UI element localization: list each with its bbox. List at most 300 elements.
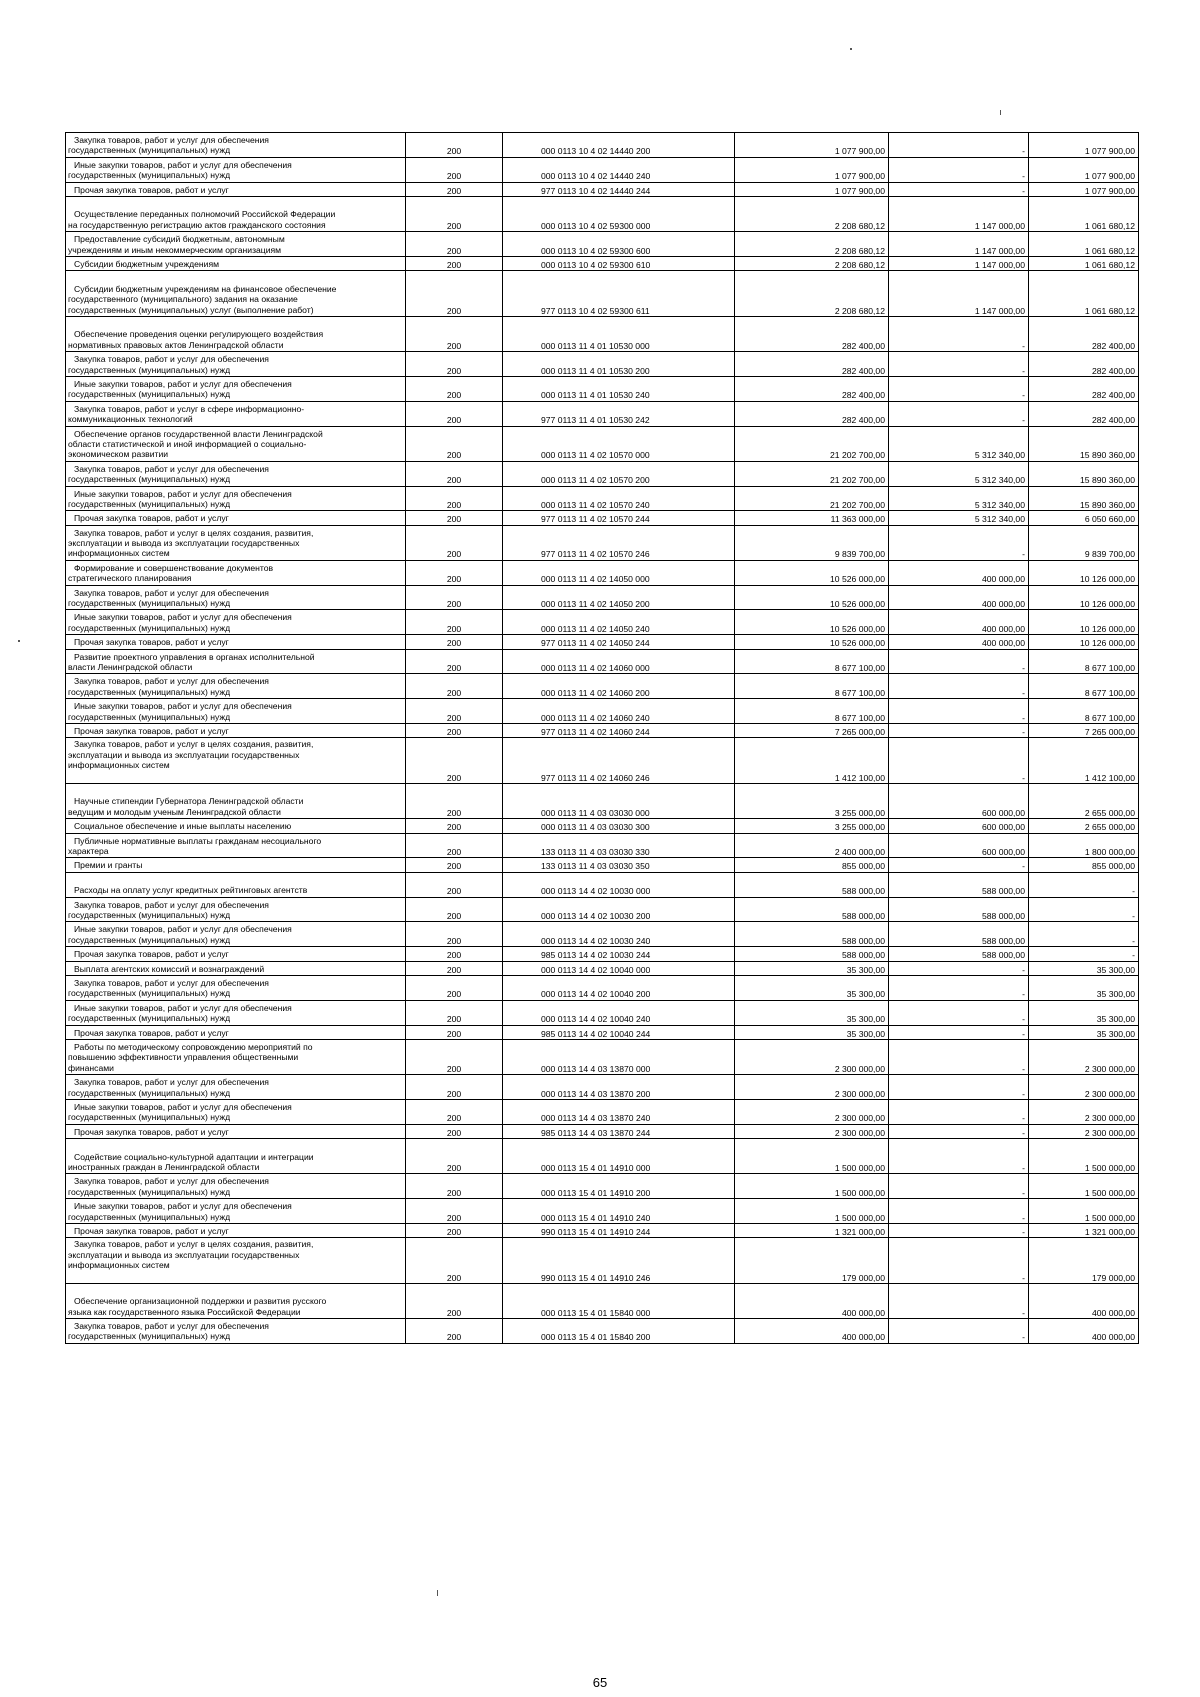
cell-name-line: государственных (муниципальных) нужд [68, 364, 231, 375]
cell-budget-code: 000 0113 15 4 01 14910 000 [503, 1139, 735, 1174]
cell-name-line: государственных (муниципальных) услуг (выполнение работ) [68, 304, 314, 315]
scan-speck [18, 640, 20, 642]
cell-approved-amount: 400 000,00 [735, 1283, 889, 1318]
cell-name-line: эксплуатации и вывода из эксплуатации государственных [68, 1249, 300, 1260]
cell-executed-amount: 600 000,00 [889, 819, 1029, 833]
cell-name [66, 1039, 406, 1074]
cell-kvr: 200 [406, 784, 503, 819]
cell-name-line: государственных (муниципальных) нужд [68, 934, 231, 945]
cell-unexecuted-amount: - [1029, 947, 1139, 961]
cell-unexecuted-amount: 2 300 000,00 [1029, 1075, 1139, 1100]
table-row [66, 635, 1139, 649]
cell-name [66, 961, 406, 975]
cell-name-line: Закупка товаров, работ и услуг для обеспечения [74, 1077, 269, 1088]
table-row [66, 401, 1139, 426]
cell-name [66, 585, 406, 610]
cell-unexecuted-amount: 35 300,00 [1029, 961, 1139, 975]
cell-name [66, 724, 406, 738]
table-row [66, 256, 1139, 270]
cell-kvr: 200 [406, 738, 503, 784]
cell-name-line: Закупка товаров, работ и услуг для обеспечения [74, 587, 269, 598]
cell-name-line: Научные стипендии Губернатора Ленинградской области [74, 796, 304, 807]
table-row [66, 461, 1139, 486]
cell-unexecuted-amount: - [1029, 922, 1139, 947]
cell-name-line: Иные закупки товаров, работ и услуг для обеспечения [74, 378, 292, 389]
cell-executed-amount: - [889, 1039, 1029, 1074]
cell-name-line: государственных (муниципальных) нужд [68, 389, 231, 400]
cell-approved-amount: 1 077 900,00 [735, 157, 889, 182]
cell-budget-code: 000 0113 11 4 03 03030 000 [503, 784, 735, 819]
cell-approved-amount: 588 000,00 [735, 897, 889, 922]
cell-name-line: Закупка товаров, работ и услуг в целях создания, развития, [74, 1239, 314, 1250]
cell-unexecuted-amount: 15 890 360,00 [1029, 486, 1139, 511]
cell-executed-amount: 588 000,00 [889, 922, 1029, 947]
cell-name-line: Иные закупки товаров, работ и услуг для обеспечения [74, 159, 292, 170]
cell-unexecuted-amount: 282 400,00 [1029, 316, 1139, 351]
cell-unexecuted-amount: 400 000,00 [1029, 1319, 1139, 1344]
cell-name [66, 157, 406, 182]
cell-name-line: государственных (муниципальных) нужд [68, 1112, 231, 1123]
cell-executed-amount: 1 147 000,00 [889, 271, 1029, 317]
cell-budget-code: 000 0113 11 4 02 14060 200 [503, 674, 735, 699]
cell-kvr: 200 [406, 947, 503, 961]
table-row [66, 724, 1139, 738]
cell-kvr: 200 [406, 585, 503, 610]
cell-approved-amount: 2 208 680,12 [735, 271, 889, 317]
table-row [66, 610, 1139, 635]
cell-name [66, 1025, 406, 1039]
cell-unexecuted-amount: 15 890 360,00 [1029, 461, 1139, 486]
cell-name [66, 1319, 406, 1344]
cell-name-line: нормативных правовых актов Ленинградской области [68, 339, 284, 350]
cell-unexecuted-amount: 1 061 680,12 [1029, 196, 1139, 231]
cell-approved-amount: 400 000,00 [735, 1319, 889, 1344]
table-row [66, 426, 1139, 461]
cell-approved-amount: 35 300,00 [735, 1025, 889, 1039]
cell-name-line: Прочая закупка товаров, работ и услуг [74, 1126, 229, 1137]
table-row [66, 784, 1139, 819]
cell-name-line: Иные закупки товаров, работ и услуг для обеспечения [74, 1002, 292, 1013]
cell-name-line: государственных (муниципальных) нужд [68, 498, 231, 509]
table-row [66, 1025, 1139, 1039]
cell-name-line: государственных (муниципальных) нужд [68, 474, 231, 485]
cell-executed-amount: - [889, 1283, 1029, 1318]
cell-unexecuted-amount: 8 677 100,00 [1029, 699, 1139, 724]
cell-executed-amount: 600 000,00 [889, 784, 1029, 819]
scan-speck [1000, 110, 1001, 115]
cell-budget-code: 000 0113 10 4 02 59300 610 [503, 256, 735, 270]
cell-name-line: языка как государственного языка Российской Федерации [68, 1306, 301, 1317]
cell-name [66, 1099, 406, 1124]
cell-name [66, 1000, 406, 1025]
cell-kvr: 200 [406, 560, 503, 585]
cell-name [66, 182, 406, 196]
cell-approved-amount: 2 208 680,12 [735, 196, 889, 231]
cell-name-line: Осуществление переданных полномочий Российской Федерации [74, 209, 336, 220]
cell-name [66, 426, 406, 461]
table-row [66, 649, 1139, 674]
cell-kvr: 200 [406, 833, 503, 858]
cell-name [66, 1223, 406, 1237]
table-row [66, 1099, 1139, 1124]
cell-kvr: 200 [406, 872, 503, 897]
cell-approved-amount: 1 412 100,00 [735, 738, 889, 784]
cell-name-line: Закупка товаров, работ и услуг для обеспечения [74, 676, 269, 687]
cell-unexecuted-amount: 1 412 100,00 [1029, 738, 1139, 784]
cell-executed-amount: - [889, 1025, 1029, 1039]
cell-unexecuted-amount: 1 061 680,12 [1029, 232, 1139, 257]
cell-name-line: Иные закупки товаров, работ и услуг для обеспечения [74, 612, 292, 623]
table-row [66, 560, 1139, 585]
cell-kvr: 200 [406, 1075, 503, 1100]
table-row [66, 376, 1139, 401]
cell-name [66, 511, 406, 525]
cell-executed-amount: - [889, 699, 1029, 724]
cell-budget-code: 000 0113 11 4 02 10570 240 [503, 486, 735, 511]
cell-kvr: 200 [406, 376, 503, 401]
cell-executed-amount: - [889, 1099, 1029, 1124]
cell-approved-amount: 35 300,00 [735, 1000, 889, 1025]
cell-name-line: Прочая закупка товаров, работ и услуг [74, 637, 229, 648]
cell-unexecuted-amount: 282 400,00 [1029, 352, 1139, 377]
cell-executed-amount: - [889, 1199, 1029, 1224]
cell-executed-amount: - [889, 961, 1029, 975]
cell-kvr: 200 [406, 1124, 503, 1138]
table-row [66, 232, 1139, 257]
cell-kvr: 200 [406, 610, 503, 635]
cell-executed-amount: - [889, 1319, 1029, 1344]
cell-kvr: 200 [406, 196, 503, 231]
cell-name-line: информационных систем [68, 760, 170, 771]
cell-approved-amount: 10 526 000,00 [735, 585, 889, 610]
budget-table-sheet [65, 132, 1138, 1344]
cell-approved-amount: 588 000,00 [735, 922, 889, 947]
cell-kvr: 200 [406, 1099, 503, 1124]
cell-name-line: Развитие проектного управления в органах исполнительной [74, 651, 315, 662]
cell-name-line: государственных (муниципальных) нужд [68, 1186, 231, 1197]
cell-executed-amount: - [889, 858, 1029, 872]
cell-budget-code: 000 0113 14 4 02 10040 200 [503, 975, 735, 1000]
cell-name-line: государственных (муниципальных) нужд [68, 622, 231, 633]
table-row [66, 182, 1139, 196]
cell-kvr: 200 [406, 426, 503, 461]
cell-name [66, 1075, 406, 1100]
cell-name-line: Премии и гранты [74, 860, 143, 871]
cell-approved-amount: 8 677 100,00 [735, 649, 889, 674]
table-row [66, 1174, 1139, 1199]
table-row [66, 1223, 1139, 1237]
cell-executed-amount: - [889, 1124, 1029, 1138]
cell-executed-amount: - [889, 1238, 1029, 1284]
cell-unexecuted-amount: 2 655 000,00 [1029, 819, 1139, 833]
cell-approved-amount: 1 500 000,00 [735, 1139, 889, 1174]
cell-executed-amount: 588 000,00 [889, 947, 1029, 961]
cell-unexecuted-amount: 8 677 100,00 [1029, 674, 1139, 699]
cell-budget-code: 000 0113 11 4 02 10570 200 [503, 461, 735, 486]
cell-budget-code: 000 0113 14 4 02 10040 240 [503, 1000, 735, 1025]
cell-name [66, 947, 406, 961]
cell-budget-code: 000 0113 14 4 02 10040 000 [503, 961, 735, 975]
cell-unexecuted-amount: 15 890 360,00 [1029, 426, 1139, 461]
cell-name-line: Обеспечение организационной поддержки и развития русского [74, 1296, 327, 1307]
cell-name-line: Публичные нормативные выплаты гражданам несоциального [74, 835, 322, 846]
cell-name-line: Закупка товаров, работ и услуг для обеспечения [74, 1176, 269, 1187]
cell-name-line: коммуникационных технологий [68, 414, 193, 425]
cell-budget-code: 133 0113 11 4 03 03030 350 [503, 858, 735, 872]
cell-budget-code: 000 0113 11 4 02 14050 200 [503, 585, 735, 610]
cell-kvr: 200 [406, 674, 503, 699]
cell-executed-amount: - [889, 352, 1029, 377]
cell-budget-code: 985 0113 14 4 02 10040 244 [503, 1025, 735, 1039]
cell-name-line: Обеспечение проведения оценки регулирующего воздействия [74, 329, 324, 340]
cell-budget-code: 000 0113 14 4 02 10030 240 [503, 922, 735, 947]
cell-name-line: государственных (муниципальных) нужд [68, 686, 231, 697]
cell-name-line: области статистической и иной информацией о социально- [68, 438, 307, 449]
cell-approved-amount: 2 208 680,12 [735, 256, 889, 270]
cell-approved-amount: 1 500 000,00 [735, 1174, 889, 1199]
cell-name-line: Закупка товаров, работ и услуг в целях создания, развития, [74, 739, 314, 750]
cell-unexecuted-amount: 9 839 700,00 [1029, 525, 1139, 560]
table-row [66, 1319, 1139, 1344]
cell-executed-amount: 5 312 340,00 [889, 426, 1029, 461]
cell-kvr: 200 [406, 699, 503, 724]
cell-approved-amount: 10 526 000,00 [735, 635, 889, 649]
cell-executed-amount: 1 147 000,00 [889, 232, 1029, 257]
cell-name [66, 352, 406, 377]
cell-kvr: 200 [406, 401, 503, 426]
cell-kvr: 200 [406, 232, 503, 257]
cell-name-line: Закупка товаров, работ и услуг для обеспечения [74, 977, 269, 988]
cell-name [66, 897, 406, 922]
cell-budget-code: 000 0113 11 4 02 14050 240 [503, 610, 735, 635]
cell-budget-code: 000 0113 11 4 02 14060 240 [503, 699, 735, 724]
table-body [66, 133, 1139, 1344]
cell-approved-amount: 179 000,00 [735, 1238, 889, 1284]
cell-name-line: Иные закупки товаров, работ и услуг для обеспечения [74, 1201, 292, 1212]
cell-budget-code: 985 0113 14 4 03 13870 244 [503, 1124, 735, 1138]
cell-name-line: учреждениям и иным некоммерческим организациям [68, 244, 282, 255]
cell-name [66, 784, 406, 819]
cell-unexecuted-amount: 10 126 000,00 [1029, 635, 1139, 649]
cell-unexecuted-amount: 1 077 900,00 [1029, 133, 1139, 158]
cell-approved-amount: 21 202 700,00 [735, 486, 889, 511]
cell-name-line: Закупка товаров, работ и услуг для обеспечения [74, 134, 269, 145]
table-row [66, 511, 1139, 525]
cell-name [66, 649, 406, 674]
cell-budget-code: 977 0113 11 4 02 10570 246 [503, 525, 735, 560]
cell-executed-amount: - [889, 182, 1029, 196]
cell-name-line: Расходы на оплату услуг кредитных рейтинговых агентств [74, 885, 308, 896]
cell-approved-amount: 8 677 100,00 [735, 699, 889, 724]
cell-budget-code: 000 0113 10 4 02 14440 200 [503, 133, 735, 158]
cell-kvr: 200 [406, 525, 503, 560]
cell-kvr: 200 [406, 486, 503, 511]
cell-approved-amount: 3 255 000,00 [735, 784, 889, 819]
cell-executed-amount: - [889, 1075, 1029, 1100]
cell-unexecuted-amount: - [1029, 872, 1139, 897]
cell-name [66, 1139, 406, 1174]
cell-name [66, 232, 406, 257]
cell-executed-amount: - [889, 1174, 1029, 1199]
cell-unexecuted-amount: 1 061 680,12 [1029, 271, 1139, 317]
cell-name [66, 461, 406, 486]
cell-name [66, 401, 406, 426]
cell-executed-amount: - [889, 525, 1029, 560]
cell-kvr: 200 [406, 511, 503, 525]
cell-unexecuted-amount: 1 061 680,12 [1029, 256, 1139, 270]
cell-unexecuted-amount: 179 000,00 [1029, 1238, 1139, 1284]
cell-approved-amount: 10 526 000,00 [735, 560, 889, 585]
cell-kvr: 200 [406, 975, 503, 1000]
cell-approved-amount: 11 363 000,00 [735, 511, 889, 525]
cell-unexecuted-amount: 282 400,00 [1029, 376, 1139, 401]
cell-executed-amount: - [889, 316, 1029, 351]
table-row [66, 585, 1139, 610]
cell-name-line: повышению эффективности управления общественными [68, 1052, 299, 1063]
cell-executed-amount: 400 000,00 [889, 635, 1029, 649]
cell-name-line: Закупка товаров, работ и услуг для обеспечения [74, 899, 269, 910]
cell-kvr: 200 [406, 182, 503, 196]
cell-name-line: Субсидии бюджетным учреждениям на финансовое обеспечение [74, 283, 337, 294]
cell-name-line: Закупка товаров, работ и услуг для обеспечения [74, 463, 269, 474]
cell-name-line: на государственную регистрацию актов гражданского состояния [68, 219, 326, 230]
table-row [66, 738, 1139, 784]
cell-budget-code: 133 0113 11 4 03 03030 330 [503, 833, 735, 858]
cell-budget-code: 000 0113 14 4 03 13870 240 [503, 1099, 735, 1124]
table-row [66, 196, 1139, 231]
cell-executed-amount: 1 147 000,00 [889, 196, 1029, 231]
cell-executed-amount: - [889, 724, 1029, 738]
cell-approved-amount: 2 300 000,00 [735, 1099, 889, 1124]
cell-name [66, 376, 406, 401]
cell-name-line: Закупка товаров, работ и услуг в целях создания, развития, [74, 527, 314, 538]
cell-unexecuted-amount: 6 050 660,00 [1029, 511, 1139, 525]
cell-name-line: государственных (муниципальных) нужд [68, 145, 231, 156]
cell-budget-code: 000 0113 11 4 01 10530 000 [503, 316, 735, 351]
cell-name-line: Прочая закупка товаров, работ и услуг [74, 184, 229, 195]
cell-approved-amount: 1 077 900,00 [735, 133, 889, 158]
cell-kvr: 200 [406, 1025, 503, 1039]
cell-name [66, 256, 406, 270]
cell-approved-amount: 21 202 700,00 [735, 426, 889, 461]
cell-name [66, 674, 406, 699]
cell-name-line: Работы по методическому сопровождению мероприятий по [74, 1041, 313, 1052]
cell-name-line: власти Ленинградской области [68, 662, 193, 673]
cell-name-line: Прочая закупка товаров, работ и услуг [74, 1027, 229, 1038]
cell-unexecuted-amount: 7 265 000,00 [1029, 724, 1139, 738]
table-row [66, 525, 1139, 560]
cell-approved-amount: 9 839 700,00 [735, 525, 889, 560]
cell-approved-amount: 282 400,00 [735, 316, 889, 351]
cell-executed-amount: - [889, 157, 1029, 182]
cell-approved-amount: 21 202 700,00 [735, 461, 889, 486]
cell-executed-amount: 5 312 340,00 [889, 486, 1029, 511]
cell-name-line: Прочая закупка товаров, работ и услуг [74, 513, 229, 524]
cell-executed-amount: 588 000,00 [889, 897, 1029, 922]
cell-budget-code: 000 0113 15 4 01 15840 200 [503, 1319, 735, 1344]
cell-unexecuted-amount: 2 300 000,00 [1029, 1124, 1139, 1138]
cell-name [66, 819, 406, 833]
table-row [66, 922, 1139, 947]
cell-unexecuted-amount: 10 126 000,00 [1029, 585, 1139, 610]
cell-name-line: государственных (муниципальных) нужд [68, 1331, 231, 1342]
cell-name-line: государственных (муниципальных) нужд [68, 170, 231, 181]
cell-name [66, 975, 406, 1000]
cell-name [66, 1174, 406, 1199]
cell-name-line: государственных (муниципальных) нужд [68, 910, 231, 920]
cell-name-line: эксплуатации и вывода из эксплуатации государственных [68, 538, 300, 549]
table-row [66, 1000, 1139, 1025]
cell-budget-code: 000 0113 14 4 03 13870 200 [503, 1075, 735, 1100]
cell-executed-amount: 1 147 000,00 [889, 256, 1029, 270]
cell-kvr: 200 [406, 922, 503, 947]
cell-kvr: 200 [406, 256, 503, 270]
cell-kvr: 200 [406, 635, 503, 649]
cell-budget-code: 977 0113 10 4 02 59300 611 [503, 271, 735, 317]
cell-executed-amount: - [889, 1223, 1029, 1237]
cell-name [66, 316, 406, 351]
cell-name-line: Закупка товаров, работ и услуг для обеспечения [74, 354, 269, 365]
cell-budget-code: 000 0113 10 4 02 14440 240 [503, 157, 735, 182]
cell-kvr: 200 [406, 133, 503, 158]
cell-name [66, 196, 406, 231]
scan-speck [437, 1590, 438, 1596]
cell-name-line: информационных систем [68, 548, 170, 559]
cell-name [66, 1238, 406, 1284]
cell-executed-amount: - [889, 401, 1029, 426]
cell-name-line: государственных (муниципальных) нужд [68, 988, 231, 999]
cell-approved-amount: 2 300 000,00 [735, 1124, 889, 1138]
cell-approved-amount: 35 300,00 [735, 975, 889, 1000]
cell-kvr: 200 [406, 1319, 503, 1344]
table-row [66, 961, 1139, 975]
cell-budget-code: 000 0113 11 4 02 14060 000 [503, 649, 735, 674]
cell-name [66, 922, 406, 947]
cell-unexecuted-amount: 1 500 000,00 [1029, 1174, 1139, 1199]
cell-kvr: 200 [406, 1174, 503, 1199]
cell-unexecuted-amount: 10 126 000,00 [1029, 610, 1139, 635]
cell-unexecuted-amount: 35 300,00 [1029, 975, 1139, 1000]
cell-kvr: 200 [406, 1000, 503, 1025]
cell-approved-amount: 35 300,00 [735, 961, 889, 975]
cell-budget-code: 990 0113 15 4 01 14910 246 [503, 1238, 735, 1284]
cell-approved-amount: 3 255 000,00 [735, 819, 889, 833]
cell-budget-code: 985 0113 14 4 02 10030 244 [503, 947, 735, 961]
cell-approved-amount: 1 077 900,00 [735, 182, 889, 196]
cell-kvr: 200 [406, 1283, 503, 1318]
cell-approved-amount: 282 400,00 [735, 376, 889, 401]
cell-name-line: государственных (муниципальных) нужд [68, 1211, 231, 1222]
table-row [66, 975, 1139, 1000]
cell-name-line: Закупка товаров, работ и услуг для обеспечения [74, 1321, 269, 1332]
cell-name-line: Содействие социально-культурной адаптации и интеграции [74, 1151, 314, 1162]
cell-executed-amount: - [889, 738, 1029, 784]
cell-name [66, 872, 406, 897]
cell-name-line: экономическом развитии [68, 449, 169, 460]
cell-name-line: Субсидии бюджетным учреждениям [74, 258, 220, 269]
cell-approved-amount: 2 300 000,00 [735, 1039, 889, 1074]
table-row [66, 947, 1139, 961]
cell-executed-amount: - [889, 376, 1029, 401]
cell-name-line: характера [68, 846, 109, 857]
cell-unexecuted-amount: 1 500 000,00 [1029, 1199, 1139, 1224]
cell-unexecuted-amount: 1 077 900,00 [1029, 182, 1139, 196]
cell-budget-code: 000 0113 14 4 03 13870 000 [503, 1039, 735, 1074]
cell-name-line: Иные закупки товаров, работ и услуг для обеспечения [74, 924, 292, 935]
cell-unexecuted-amount: 855 000,00 [1029, 858, 1139, 872]
cell-approved-amount: 8 677 100,00 [735, 674, 889, 699]
page-number: 65 [592, 1675, 608, 1690]
